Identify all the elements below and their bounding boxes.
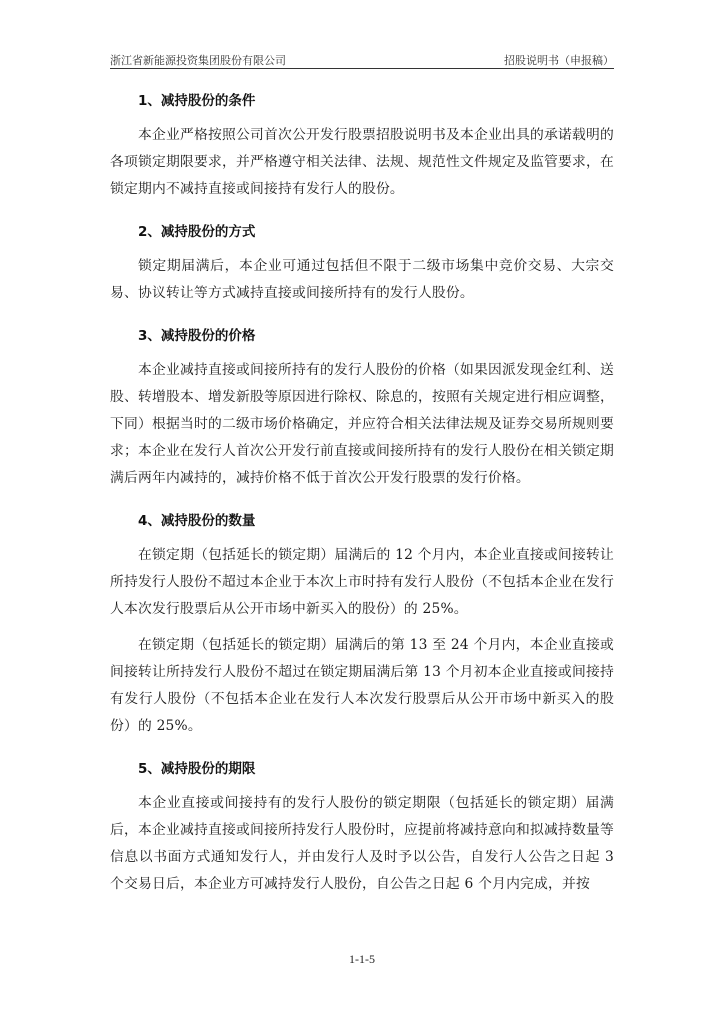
paragraph: 本企业减持直接或间接所持有的发行人股份的价格（如果因派发现金红利、送股、转增股本、增发新股等原因进行除权、除息的，按照有关规定进行相应调整，下同）根据当时的二级市场价格确定，并应符合相关法律法规及证券交易所规则要求；本企业在发行人首次公开发行前直接或间接所持有的发行人股份在相关锁定期满后两年内减持的，减持价格不低于首次公开发行股票的发行价格。: [110, 362, 614, 486]
section-conditions: [110, 90, 614, 203]
paragraph: 本企业直接或间接持有的发行人股份的锁定期限（包括延长的锁定期）届满后，本企业减持直接或间接所持发行人股份时，应提前将减持意向和拟减持数量等信息以书面方式通知发行人，并由发行人及时予以公告，自发行人公告之日起 3 个交易日后，本企业方可减持发行人股份，自公告之日起 6 个月内完成，并按: [110, 795, 614, 892]
paragraph: 本企业严格按照公司首次公开发行股票招股说明书及本企业出具的承诺载明的各项锁定期限要求，并严格遵守相关法律、法规、规范性文件规定及监管要求，在锁定期内不减持直接或间接持有发行人的股份。: [110, 127, 614, 197]
section-quantity: [110, 510, 614, 740]
page-number: 1-1-5: [349, 952, 375, 966]
paragraph: 在锁定期（包括延长的锁定期）届满后的 12 个月内，本企业直接或间接转让所持发行人股份不超过本企业于本次上市时持有发行人股份（不包括本企业在发行人本次发行股票后从公开市场中新买入的股份）的 25%。: [110, 547, 614, 617]
section-title: 1、减持股份的条件: [138, 93, 256, 109]
section-price: [110, 325, 614, 492]
section-period: [110, 758, 614, 898]
section-title: 2、减持股份的方式: [138, 224, 256, 240]
section-title: 5、减持股份的期限: [138, 761, 256, 777]
page-header: [110, 50, 614, 69]
section-method: [110, 221, 614, 307]
header-document-title: 招股说明书（申报稿）: [504, 54, 614, 67]
header-company-name: 浙江省新能源投资集团股份有限公司: [110, 54, 286, 67]
paragraph: 锁定期届满后，本企业可通过包括但不限于二级市场集中竞价交易、大宗交易、协议转让等方式减持直接或间接所持有的发行人股份。: [110, 258, 614, 301]
paragraph: 在锁定期（包括延长的锁定期）届满后的第 13 至 24 个月内，本企业直接或间接转让所持发行人股份不超过在锁定期届满后第 13 个月初本企业直接或间接持有发行人股份（不包括本企业在发行人本次发行股票后从公开市场中新买入的股份）的 25%。: [110, 637, 614, 734]
section-title: 4、减持股份的数量: [138, 513, 256, 529]
document-body: [110, 90, 614, 907]
section-title: 3、减持股份的价格: [138, 328, 256, 344]
